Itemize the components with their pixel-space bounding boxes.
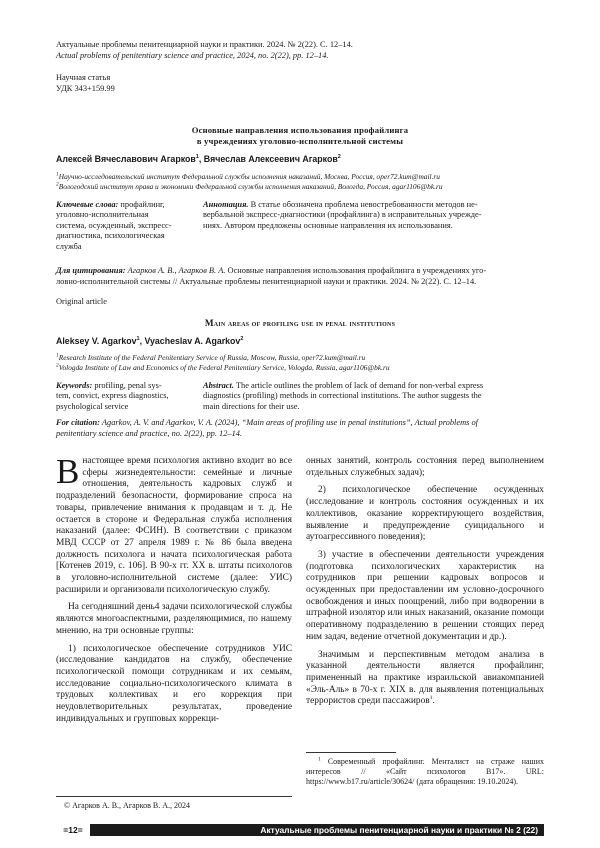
authors-en: Aleksey V. Agarkov$^1$, Vyacheslav A. Agarkov$^2$ <box>56 336 244 346</box>
abstract-en-label: Abstract. <box>203 381 234 390</box>
page-number: =12= <box>56 824 90 836</box>
affiliation-1-en: $^1$Research Institute of the Federal Penitentiary Service of Russia, Moscow, Russia, oper72.kum@mail.ru <box>56 352 366 362</box>
copyright-rule <box>56 796 292 797</box>
body-paragraph-6: 3) участие в обеспечении деятельности учреждения (подготовка психологических характеристик на сотрудников при решении кадровых вопросов и осужденных при предоставлении им условно-досрочного освобождения и иных поощрений, либо при водворении в штрафной изолятор или иных наказаний, оказание помощи оперативному подразделению в решении стоящих перед ним задач, ведение отчетной документации и др.). <box>306 549 544 642</box>
copyright-notice: © Агарков А. В., Агарков В. А., 2024 <box>64 801 191 810</box>
header-citation-ru: Актуальные проблемы пенитенциарной науки и практики. 2024. № 2(22). С. 12–14. <box>56 40 353 49</box>
body-paragraph-1: Внастоящее время психология активно входит во все сферы жизнедеятельности: семейные и личные отношения, деятельность кадровых служб и подразделений безопасности, формирование спроса на товары, привлечение внимания к продавцам и т. д. Не остается в стороне и Федеральная служба исполнения наказаний (далее: ФСИН). В соответствии с приказом МВД СССР от 27 апреля 1989 г. № 86 была введена должность психолога и начата психологическая работа [Котенев 2019, с. 106]. В 90-х гг. XX в. штаты психологов в уголовно-исполнительной системе (далее: УИС) расширили и организовали психологическую службу. <box>56 452 292 595</box>
author-1-en: Aleksey V. Agarkov <box>56 336 137 346</box>
body-paragraph-4: онных занятий, контроль состояния перед выполнением отдельных служебных задач); <box>306 456 544 478</box>
affiliation-2-en: $^2$Vologda Institute of Law and Economics of the Federal Penitentiary Service, Vologda, Russia, agar1106@bk.ru <box>56 362 390 372</box>
title-ru-line-2: в учреждениях уголовно-исполнительной системы <box>196 136 404 146</box>
keywords-ru-label: Ключевые слова: <box>56 200 119 209</box>
author-2-ru: Вячеслав Алексеевич Агарков <box>203 154 338 164</box>
abstract-en: Abstract. The article outlines the problem of lack of demand for non-verbal express diagnostics (profiling) methods in correctional institutions. The author suggests the main directions for their use. <box>203 381 484 411</box>
body-paragraph-3: 1) психологическое обеспечение сотрудников УИС (исследование кандидатов на службу, обеспечение психологической помощи сотрудникам и их семьям, исследование социально-психологического климата в трудовых коллективах и его коррекция при неудовлетворительных результатах, проведение индивидуальных и групповых коррекци- <box>56 643 292 724</box>
citation-ru: Для цитирования: Агарков А. В., Агарков В. А. Основные направления использования профайлинга в учреждениях уго- ловно-исполнительной системы // Актуальные проблемы пенитенциарной науки и практики. 2024. № 2(22). С. 12–14. <box>56 266 487 286</box>
footer-bar <box>56 824 544 836</box>
title-ru-line-1: Основные направления использования профайлинга <box>191 125 409 135</box>
affiliation-1-ru: $^1$Научно-исследовательский институт Федеральной службы исполнения наказаний, Москва, Россия, oper72.kum@mail.ru <box>56 171 441 181</box>
article-type-en: Original article <box>56 297 107 306</box>
article-type-ru: Научная статья <box>56 73 111 82</box>
keywords-en-label: Keywords: <box>56 381 93 390</box>
footnote: $^1$ Современный профайлинг. Менталист на страже наших интересов // «Сайт психологов B17». URL: https://www.b17.ru/article/30624/ (дата обращения: 19.10.2024). <box>306 756 544 786</box>
body-paragraph-2: На сегодняшний день4 задачи психологической службы являются многоаспектными, разделяющимися, по нашему мнению, на три основные группы: <box>56 602 292 636</box>
keywords-ru: Ключевые слова: профайлинг, уголовно-исполнительная система, осужденный, экспресс- диагностика, психологическая служба <box>56 200 172 251</box>
authors-ru: Алексей Вячеславович Агарков$^1$, Вячеслав Алексеевич Агарков$^2$ <box>56 154 341 164</box>
footnote-rule <box>306 752 396 753</box>
body-left-column <box>56 452 292 725</box>
abstract-ru: Аннотация. В статье обозначена проблема невостребованности методов не- вербальной экспресс-диагностики (профайлинга) в исправительных учрежде- ниях. Автором предложены основные направления их использования. <box>203 200 482 230</box>
citation-en: For citation: Agarkov, A. V. and Agarkov, V. A. (2024), “Main areas of profiling use in penal institutions”, Actual problems of penitentiary science and practice, no. 2(22), pp. 12–14. <box>56 418 479 438</box>
author-2-en: Vyacheslav A. Agarkov <box>144 336 241 346</box>
udc-code: УДК 343+159.99 <box>56 84 115 93</box>
header-citation-en: Actual problems of penitentiary science and practice, 2024, no. 2(22), pp. 12–14. <box>56 51 329 60</box>
abstract-ru-label: Аннотация. <box>203 200 249 209</box>
body-right-column <box>306 456 544 708</box>
title-en: Main areas of profiling use in penal institutions <box>204 318 396 328</box>
body-paragraph-5: 2) психологическое обеспечение осужденных (исследование и контроль состояния осужденных и их коллективов, оказание корректирующего воздействия, выявление и предупреждение суицидального и аутоагрессивного поведения); <box>306 485 544 543</box>
keywords-en: Keywords: profiling, penal sys- tem, convict, express diagnostics, psychological service <box>56 381 169 411</box>
body-paragraph-7: Значимым и перспективным методом анализа в указанной деятельности является профайлинг, примененный на практике израильской авиакомпанией «Эль-Аль» в 70-х г. XIX в. для выявления потенциальных террористов среди пассажиров$^1$. <box>306 649 544 707</box>
affiliation-2-ru: $^2$Вологодский институт права и экономики Федеральной службы исполнения наказаний, Вологда, Россия, agar1106@bk.ru <box>56 181 443 191</box>
footer-journal-name: Актуальные проблемы пенитенциарной науки и практики № 2 (22) <box>260 825 538 835</box>
drop-cap: В <box>56 452 80 491</box>
author-1-ru: Алексей Вячеславович Агарков <box>56 154 196 164</box>
